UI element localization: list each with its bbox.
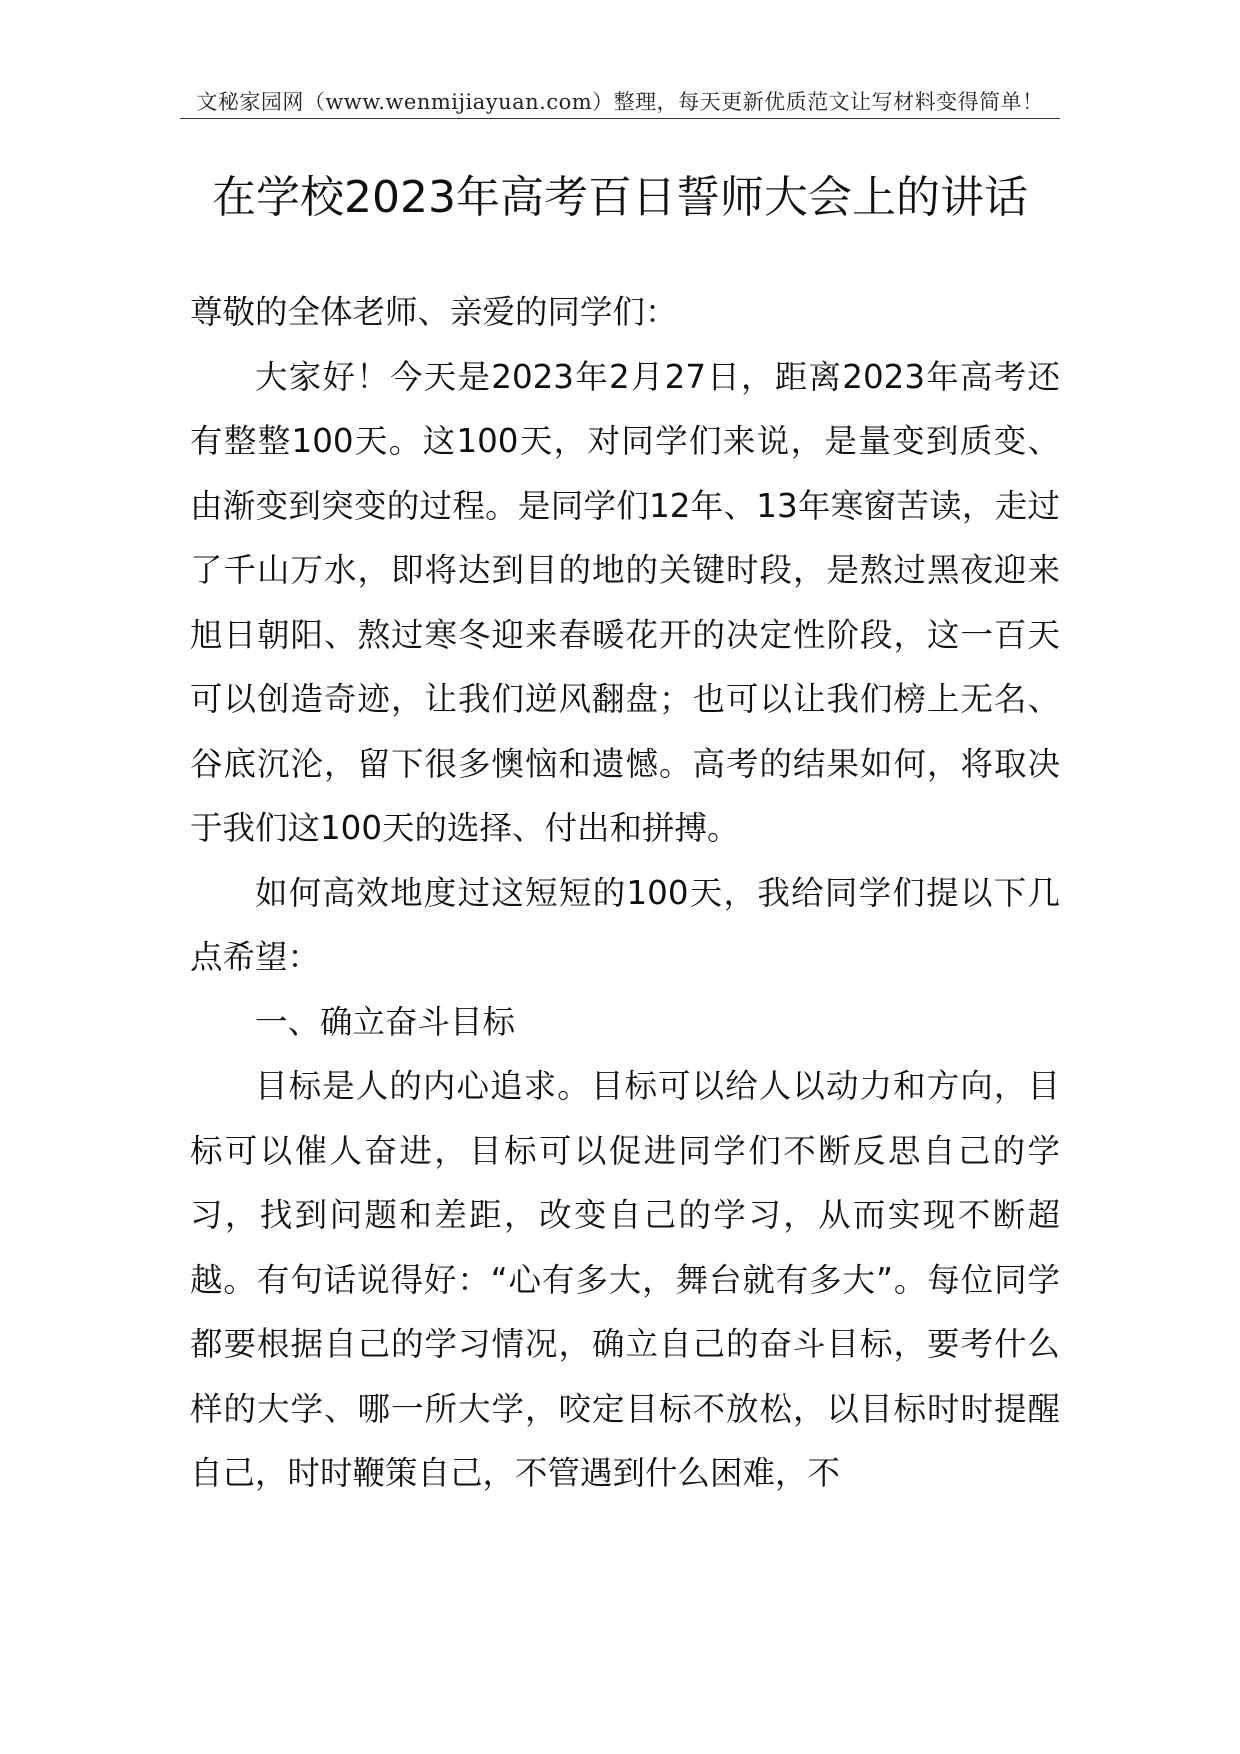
document-title: 在学校2023年高考百日誓师大会上的讲话 xyxy=(212,172,1028,223)
paragraph-hopes: 如何高效地度过这短短的100天，我给同学们提以下几点希望： xyxy=(190,873,1060,976)
section-heading: 一、确立奋斗目标 xyxy=(255,1002,516,1041)
paragraph-goals: 目标是人的内心追求。目标可以给人以动力和方向，目标可以催人奋进，目标可以促进同学们不断反思自己的学习，找到问题和差距，改变自己的学习，从而实现不断超越。有句话说得好：“心有多大，舞台就有多大”。每位同学都要根据自己的学习情况，确立自己的奋斗目标，要考什么样的大学、哪一所大学，咬定目标不放松，以目标时时提醒自己，时时鞭策自己，不管遇到什么困难，不 xyxy=(190,1067,1060,1492)
page-header: 文秘家园网（www.wenmijiayuan.com）整理，每天更新优质范文让写材料变得简单！ xyxy=(196,90,1044,114)
header-divider xyxy=(180,118,1060,119)
document-body xyxy=(190,280,1060,1506)
salutation: 尊敬的全体老师、亲爱的同学们： xyxy=(190,293,678,331)
paragraph-opening: 大家好！今天是2023年2月27日，距离2023年高考还有整整100天。这100天，对同学们来说，是量变到质变、由渐变到突变的过程。是同学们12年、13年寒窗苦读，走过了千山万水，即将达到目的地的关键时段，是熬过黑夜迎来旭日朝阳、熬过寒冬迎来春暖花开的决定性阶段，这一百天可以创造奇迹，让我们逆风翻盘；也可以让我们榜上无名、谷底沉沦，留下很多懊恼和遗憾。高考的结果如何，将取决于我们这100天的选择、付出和拼搏。 xyxy=(190,357,1060,847)
